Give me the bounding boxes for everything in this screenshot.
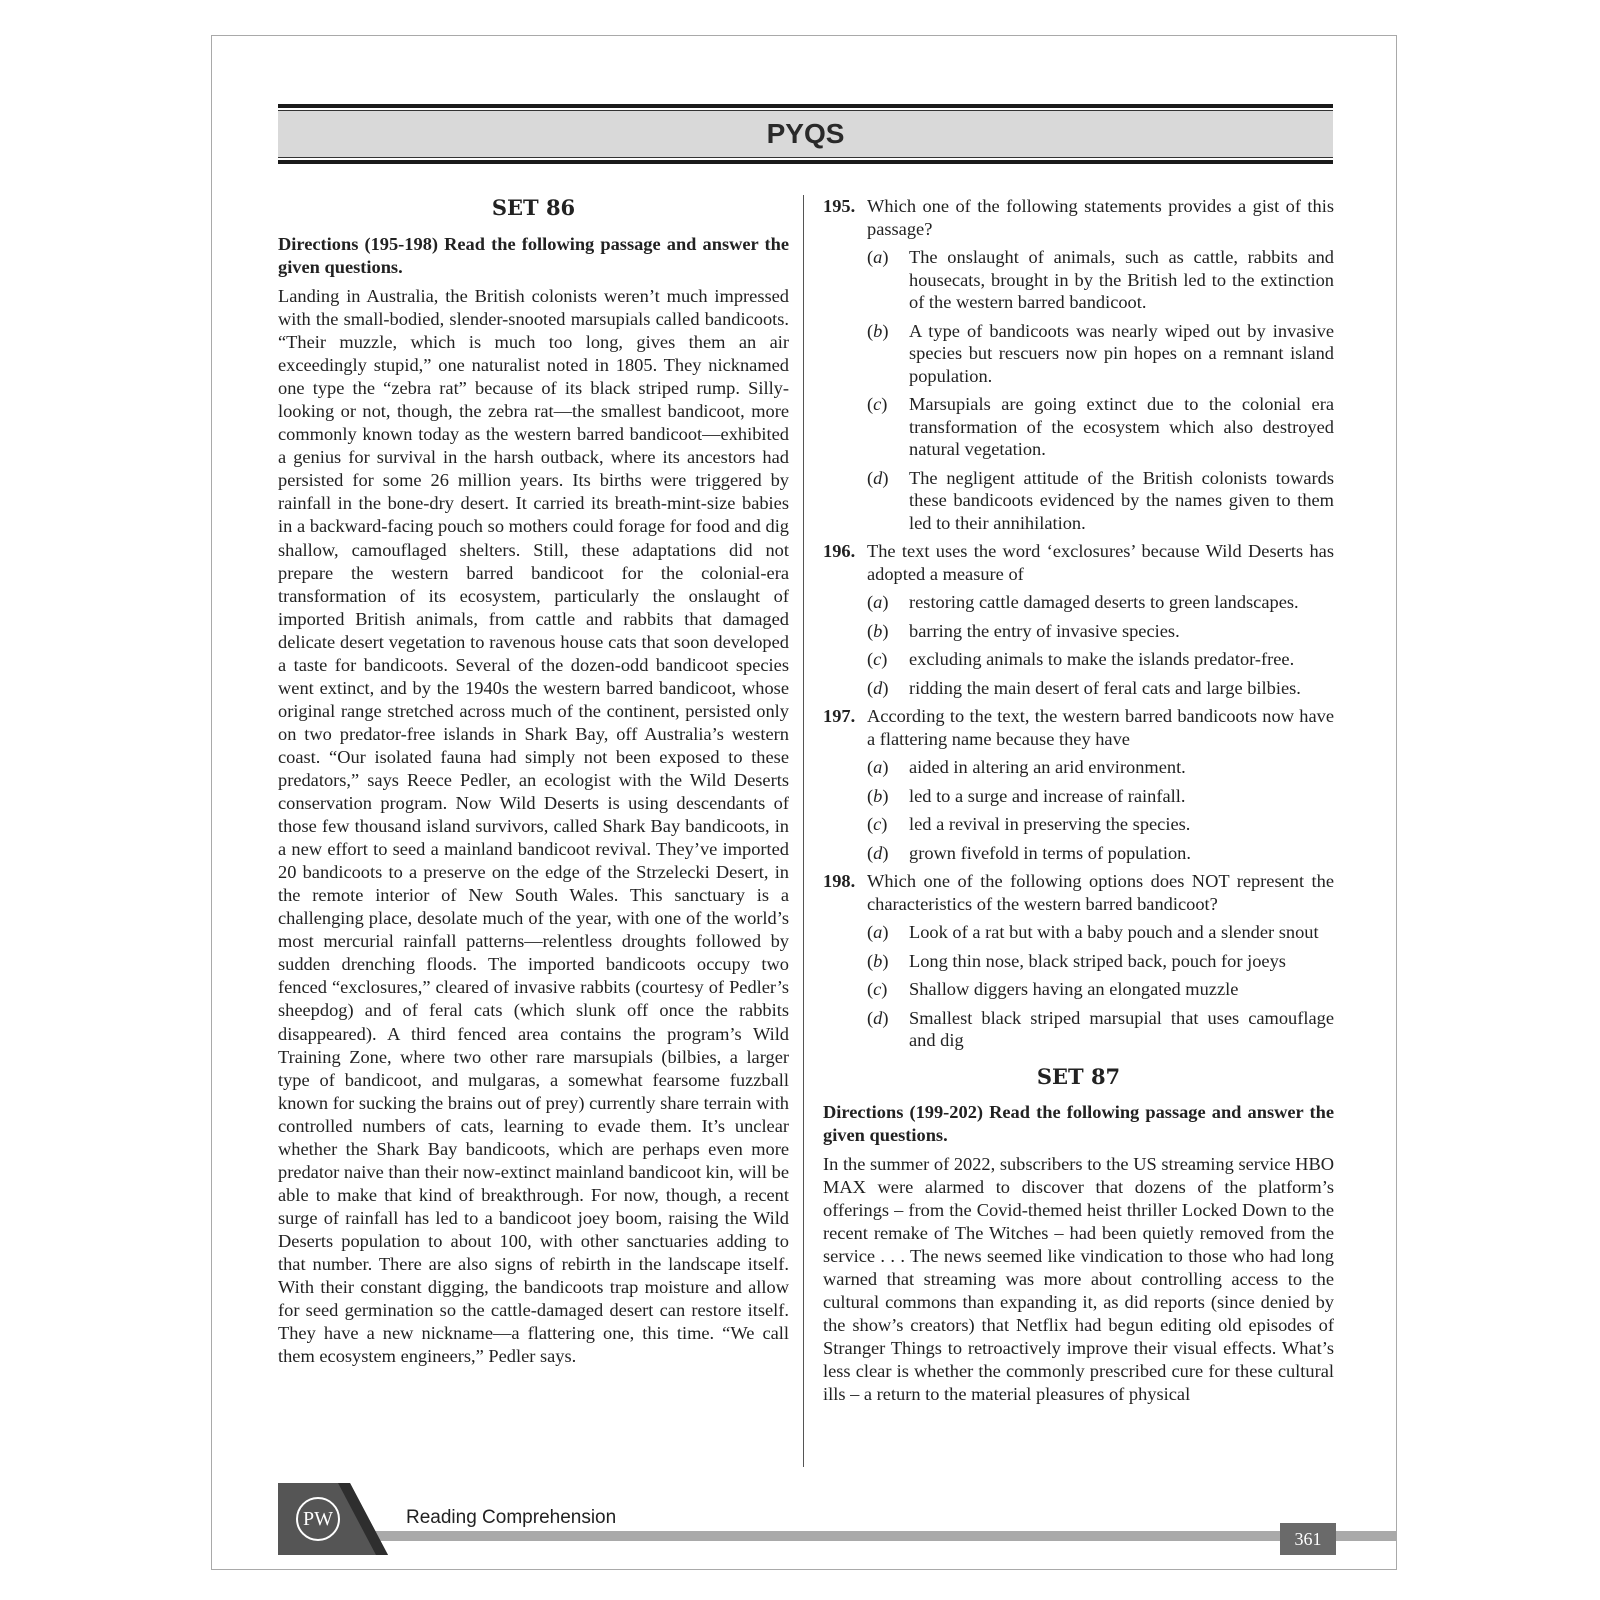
- option-197-d: [867, 842, 1334, 865]
- question-text: Which one of the following options does NOT represent the characteristics of the western barred bandicoot?: [867, 871, 1334, 914]
- option-198-b: [867, 950, 1334, 973]
- footer-section-label: Reading Comprehension: [406, 1507, 617, 1528]
- option-label: (d): [867, 1007, 889, 1028]
- title-banner: [278, 104, 1333, 164]
- question-text: Which one of the following statements provides a gist of this passage?: [867, 196, 1334, 239]
- option-198-d: [867, 1007, 1334, 1052]
- option-text: Long thin nose, black striped back, pouch for joeys: [909, 950, 1286, 971]
- option-text: Look of a rat but with a baby pouch and a slender snout: [909, 922, 1319, 942]
- option-text: grown fivefold in terms of population.: [909, 842, 1191, 863]
- option-label: (a): [867, 592, 889, 612]
- option-text: led a revival in preserving the species.: [909, 814, 1191, 834]
- question-number: 198.: [823, 871, 856, 891]
- option-text: aided in altering an arid environment.: [909, 757, 1186, 777]
- option-label: (a): [867, 922, 889, 942]
- option-label: (c): [867, 814, 888, 834]
- option-text: A type of bandicoots was nearly wiped out by invasive species but rescuers now pin hopes on a remnant island population.: [909, 320, 1334, 386]
- page-number: 361: [1280, 1523, 1336, 1555]
- footer-logo-block: [278, 1483, 388, 1555]
- option-text: led to a surge and increase of rainfall.: [909, 785, 1186, 806]
- option-label: (b): [867, 785, 889, 806]
- set-87-heading: SET 87: [1036, 1063, 1121, 1089]
- question-198: [823, 870, 1334, 915]
- option-198-c: [867, 978, 1334, 1001]
- question-number: 197.: [823, 706, 856, 726]
- option-196-c: [867, 648, 1334, 671]
- set-87-passage: In the summer of 2022, subscribers to the US streaming service HBO MAX were alarmed to discover that dozens of the platform’s offerings – from the Covid-themed heist thriller Locked Down to the recent remake of The Witches – had been quietly removed from the service . . . The news seemed like vindication to those who had long warned that streaming was more about controlling access to the cultural commons than expanding it, as did reports (since denied by the show’s creators) that Netflix had begun editing old episodes of Stranger Things to retroactively improve their visual effects. What’s less clear is whether the commonly prescribed cure for these cultural ills – a return to the material pleasures of physical: [823, 1153, 1334, 1404]
- banner-bottom-rule: [278, 160, 1333, 164]
- page-title: PYQS: [766, 118, 845, 149]
- banner-top-rule: [278, 104, 1333, 108]
- option-196-a: [867, 591, 1334, 614]
- option-label: (d): [867, 842, 889, 863]
- option-198-a: [867, 921, 1334, 944]
- option-196-b: [867, 620, 1334, 643]
- question-text: According to the text, the western barred bandicoots now have a flattering name because they have: [867, 706, 1334, 749]
- option-text: Marsupials are going extinct due to the colonial era transformation of the ecosystem which also destroyed natural vegetation.: [909, 394, 1334, 459]
- option-text: Smallest black striped marsupial that uses camouflage and dig: [909, 1007, 1334, 1050]
- question-number: 196.: [823, 541, 856, 561]
- option-text: barring the entry of invasive species.: [909, 620, 1180, 641]
- left-column: [278, 195, 789, 1368]
- option-text: The onslaught of animals, such as cattle, rabbits and housecats, brought in by the British led to the extinction of the western barred bandicoot.: [909, 247, 1334, 312]
- option-text: The negligent attitude of the British colonists towards these bandicoots evidenced by the names given to them led to their annihilation.: [909, 467, 1334, 533]
- option-label: (c): [867, 649, 888, 669]
- right-column: [823, 195, 1334, 1406]
- option-label: (d): [867, 677, 889, 698]
- option-195-b: [867, 320, 1334, 388]
- option-195-a: [867, 246, 1334, 314]
- option-label: (b): [867, 950, 889, 971]
- set-87-directions: Directions (199-202) Read the following passage and answer the given questions.: [823, 1101, 1334, 1145]
- option-197-a: [867, 756, 1334, 779]
- option-label: (c): [867, 979, 888, 999]
- option-label: (a): [867, 757, 889, 777]
- option-197-c: [867, 813, 1334, 836]
- option-195-c: [867, 393, 1334, 461]
- pw-logo-text: PW: [303, 1508, 333, 1530]
- question-196: [823, 540, 1334, 585]
- option-197-b: [867, 785, 1334, 808]
- column-divider: [803, 195, 804, 1467]
- option-text: ridding the main desert of feral cats and large bilbies.: [909, 677, 1301, 698]
- option-195-d: [867, 467, 1334, 535]
- option-label: (a): [867, 247, 889, 267]
- set-86-passage: Landing in Australia, the British colonists weren’t much impressed with the small-bodied, slender-snooted marsupials called bandicoots. “Their muzzle, which is much too long, gives them an air exceedingly stupid,” one naturalist noted in 1805. They nicknamed one type the “zebra rat” because of its black striped rump. Silly-looking or not, though, the zebra rat—the smallest bandicoot, more commonly known today as the western barred bandicoot—exhibited a genius for survival in the harsh outback, where its ancestors had persisted for some 26 million years. Its births were triggered by rainfall in the bone-dry desert. It carried its breath-mint-size babies in a backward-facing pouch so mothers could forage for food and dig shallow, camouflaged shelters. Still, these adaptations did not prepare the western barred bandicoot for the colonial-era transformation of its ecosystem, particularly the onslaught of imported British animals, from cattle and rabbits that damaged delicate desert vegetation to ravenous house cats that soon developed a taste for bandicoots. Several of the dozen-odd bandicoot species went extinct, and by the 1940s the western barred bandicoot, whose original range stretched across much of the continent, persisted only on two predator-free islands in Shark Bay, off Australia’s western coast. “Our isolated fauna had simply not been exposed to these predators,” says Reece Pedler, an ecologist with the Wild Deserts conservation program. Now Wild Deserts is using descendants of those few thousand island survivors, called Shark Bay bandicoots, in a new effort to seed a mainland bandicoot revival. They’ve imported 20 bandicoots to a preserve on the edge of the Strzelecki Desert, in the remote interior of New South Wales. This sanctuary is a challenging place, desolate much of the year, with one of the world’s most mercurial rainfall patterns—relentless droughts followed by sudden drenching floods. The imported bandicoots occupy two fenced “exclosures,” cleared of invasive rabbits (courtesy of Pedler’s sheepdog) and of feral cats (which slunk off once the rabbits disappeared). A third fenced area contains the program’s Wild Training Zone, where two other rare marsupials (bilbies, a larger type of bandicoot, and mulgaras, a somewhat fearsome fuzzball known for sucking the brains out of prey) currently share terrain with controlled numbers of cats, learning to evade them. It’s unclear whether the Shark Bay bandicoots, which are perhaps even more predator naive than their now-extinct mainland bandicoot kin, will be able to make that kind of breakthrough. For now, though, a recent surge of rainfall has led to a bandicoot joey boom, raising the Wild Deserts population to about 100, with other sanctuaries adding to that number. There are also signs of rebirth in the landscape itself. With their constant digging, the bandicoots trap moisture and allow for seed germination so the cattle-damaged desert can restore itself. They have a new nickname—a flattering one, this time. “We call them ecosystem engineers,” Pedler says.: [278, 286, 789, 1367]
- footer-bar: [278, 1531, 1397, 1541]
- set-86-directions: Directions (195-198) Read the following passage and answer the given questions.: [278, 234, 789, 277]
- option-label: (b): [867, 320, 889, 341]
- option-label: (d): [867, 467, 889, 488]
- question-text: The text uses the word ‘exclosures’ because Wild Deserts has adopted a measure of: [867, 541, 1334, 584]
- option-text: Shallow diggers having an elongated muzzle: [909, 979, 1239, 999]
- question-197: [823, 705, 1334, 750]
- option-label: (b): [867, 620, 889, 641]
- option-text: excluding animals to make the islands predator-free.: [909, 649, 1295, 669]
- question-195: [823, 195, 1334, 240]
- option-label: (c): [867, 394, 888, 414]
- option-text: restoring cattle damaged deserts to green landscapes.: [909, 592, 1299, 612]
- set-86-heading: SET 86: [491, 195, 576, 220]
- option-196-d: [867, 677, 1334, 700]
- question-number: 195.: [823, 196, 856, 216]
